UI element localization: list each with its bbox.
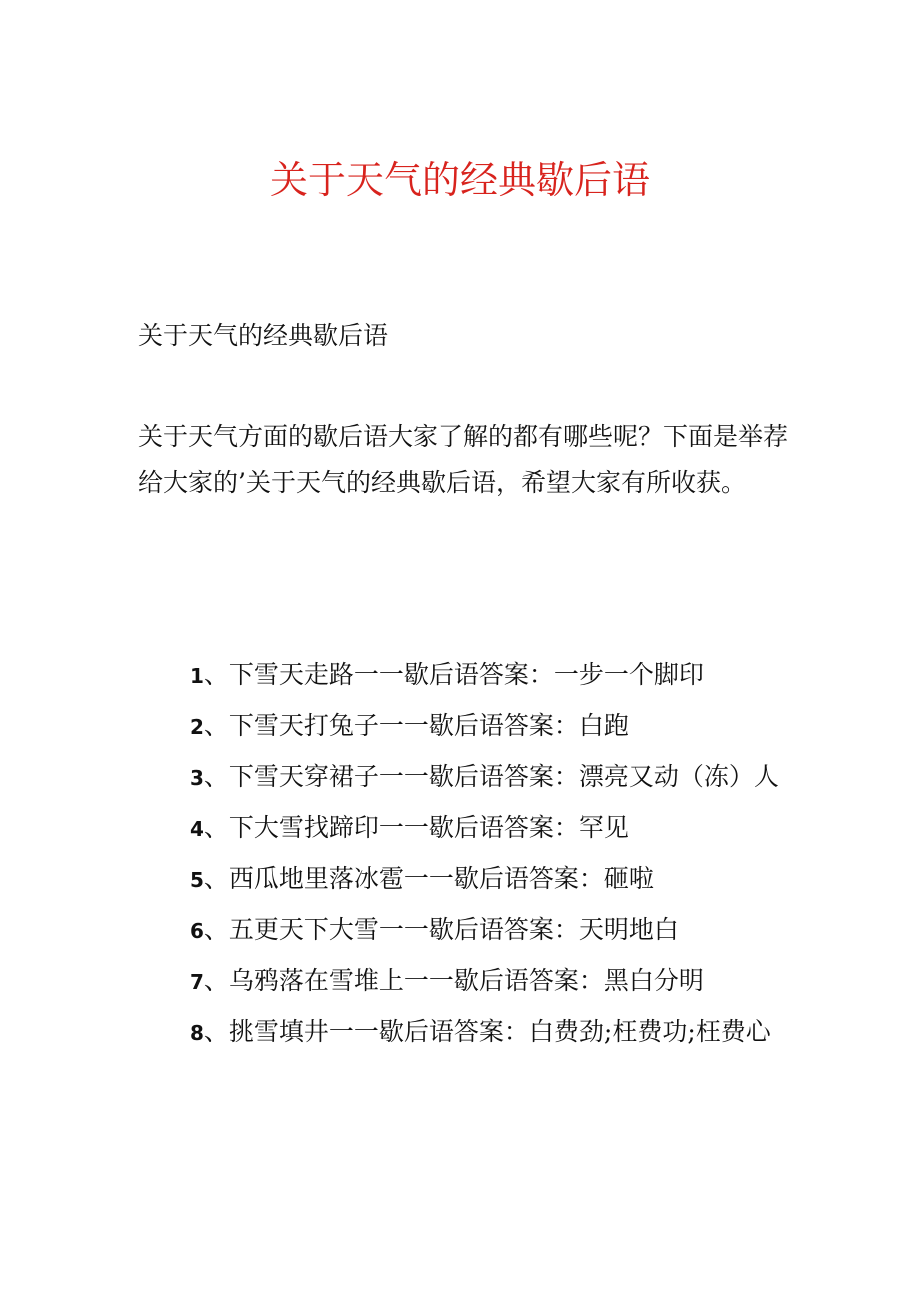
item-number: 5 xyxy=(190,868,204,892)
list-item xyxy=(138,803,810,854)
intro-paragraph: 关于天气方面的歇后语大家了解的都有哪些呢？下面是举荐给大家的’关于天气的经典歇后语，希望大家有所收获。 xyxy=(138,422,789,497)
list-item xyxy=(138,752,810,803)
item-text: 、下雪天穿裙子一一歇后语答案：漂亮又动（冻）人 xyxy=(203,762,779,791)
item-text: 、挑雪填井一一歇后语答案：白费劲;枉费功;枉费心 xyxy=(203,1017,771,1046)
list-item xyxy=(138,701,810,752)
item-number: 8 xyxy=(190,1021,204,1045)
item-number: 7 xyxy=(190,970,204,994)
item-text: 、下雪天走路一一歇后语答案：一步一个脚印 xyxy=(203,660,704,689)
item-number: 1 xyxy=(190,664,204,688)
document-title: 关于天气的经典歇后语 xyxy=(269,158,650,202)
list-item xyxy=(138,650,810,701)
item-text: 、西瓜地里落冰雹一一歇后语答案：砸啦 xyxy=(203,864,654,893)
list-item xyxy=(138,956,810,1007)
list-item xyxy=(138,905,810,956)
item-text: 、乌鸦落在雪堆上一一歇后语答案：黑白分明 xyxy=(203,966,704,995)
item-number: 3 xyxy=(190,766,204,790)
document-subtitle: 关于天气的经典歇后语 xyxy=(138,321,389,350)
item-number: 4 xyxy=(190,817,204,841)
item-text: 、下大雪找蹄印一一歇后语答案：罕见 xyxy=(203,813,629,842)
proverb-list xyxy=(138,650,810,1058)
list-item xyxy=(138,1007,810,1058)
item-text: 、下雪天打兔子一一歇后语答案：白跑 xyxy=(203,711,629,740)
list-item xyxy=(138,854,810,905)
item-text: 、五更天下大雪一一歇后语答案：天明地白 xyxy=(203,915,679,944)
item-number: 6 xyxy=(190,919,204,943)
item-number: 2 xyxy=(190,715,204,739)
